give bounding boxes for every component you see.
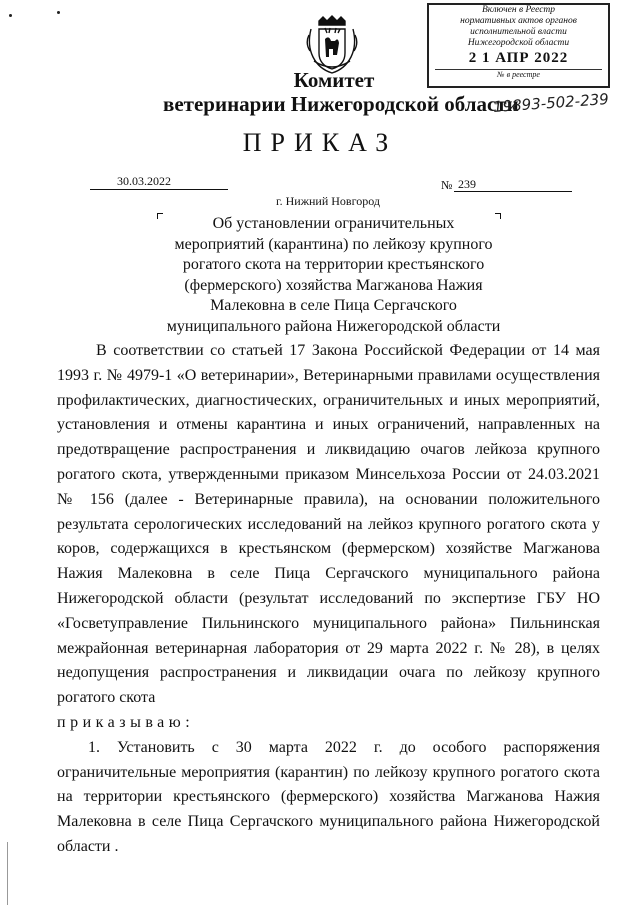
- subject-corner-left: [157, 213, 163, 219]
- stamp-line: Включен в Реестр: [481, 5, 556, 15]
- document-number: 239: [458, 177, 476, 191]
- order-item-1: 1. Установить с 30 марта 2022 г. до особого распоряжения ограничительные мероприятия (карантин) по лейкозу крупного рогатого скота на территории крестьянского (фермерского) хозяйства Магжанова Нажия Малековна в селе Пица Сергачского муниципального района Нижегородской области .: [57, 738, 600, 855]
- order-word: приказываю:: [57, 713, 195, 731]
- document-subject: Об установлении ограничительных мероприятий (карантина) по лейкозу крупного рогатого скота на территории крестьянского (фермерского) хозяйства Магжанова Нажия Малековна в селе Пица Сергачского муниципального района Нижегородской области: [166, 215, 501, 335]
- preamble-paragraph: В соответствии со статьей 17 Закона Российской Федерации от 14 мая 1993 г. № 4979-1 «О ветеринарии», Ветеринарными правилами осуществления профилактических, диагностических, ограничительных и иных мероприятий, установления и отмены карантина и иных ограничений, направленных на предотвращение распространения и ликвидацию очагов лейкоза крупного рогатого скота, утвержденными приказом Минсельхоза России от 24.03.2021 № 156 (далее - Ветеринарные правила), на основании положительного результата серологических исследований на лейкоз крупного рогатого скота у коров, содержащихся в крестьянском (фермерском) хозяйстве Магжанова Нажия Малековна в селе Пица Сергачского муниципального района Нижегородской области (результат исследований по экспертизе ГБУ НО «Госветуправление Пильнинского муниципального района» Пильнинская межрайонная ветеринарная лаборатория от 29 марта 2022 г. № 28), в целях недопущения распространения и ликвидации очага по лейкозу крупного рогатого скота: [57, 342, 600, 707]
- number-label: №: [441, 178, 453, 192]
- stamp-date: 2 1 АПР 2022: [468, 50, 569, 66]
- document-city: г. Нижний Новгород: [276, 194, 380, 208]
- coat-of-arms-icon: [305, 15, 359, 75]
- org-name-line1: Комитет: [293, 68, 375, 92]
- stamp-line: нормативных актов органов: [460, 16, 577, 26]
- document-title: ПРИКАЗ: [242, 128, 398, 157]
- document-date: 30.03.2022: [117, 174, 171, 188]
- document-body: [57, 339, 600, 860]
- stamp-line: исполнительной власти: [470, 27, 567, 37]
- stamp-registry-label: № в реестре: [497, 70, 540, 79]
- date-underline: [90, 189, 228, 190]
- scan-speck: [57, 11, 60, 14]
- number-underline: [454, 191, 572, 192]
- stamp-line: Нижегородской области: [467, 38, 570, 48]
- handwritten-registry-number: 19893-502-239: [492, 89, 610, 117]
- org-name-line2: ветеринарии Нижегородской области: [163, 92, 519, 116]
- scan-margin-line: [7, 842, 8, 905]
- scan-speck: [9, 14, 12, 17]
